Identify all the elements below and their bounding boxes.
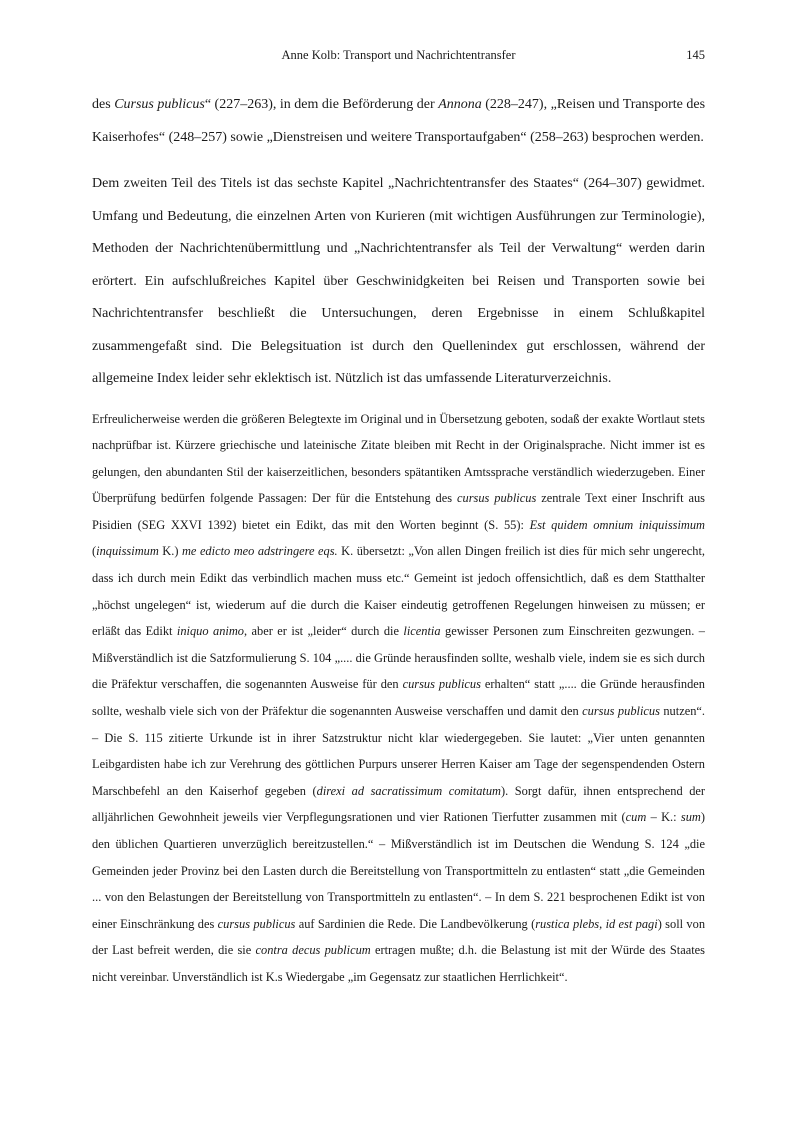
page-header — [92, 48, 705, 63]
page-number: 145 — [686, 48, 705, 62]
review-paragraph-2: Dem zweiten Teil des Titels ist das sechste Kapitel „Nachrichtentransfer des Staates“ (264–307) gewidmet. Umfang und Bedeutung, die einzelnen Arten von Kurieren (mit wichtigen Ausführungen zur Terminologie), Methoden der Nachrichtenübermittlung und „Nachrichtentransfer als Teil der Verwaltung“ werden darin erörtert. Ein aufschlußreiches Kapitel über Geschwinidgkeiten bei Reisen und Transporten sowie bei Nachrichtentransfer beschließt die Untersuchungen, deren Ergebnisse in einem Schlußkapitel zusammengefaßt sind. Die Belegsituation ist durch den Quellenindex gut erschlossen, während der allgemeine Index leider sehr eklektisch ist. Nützlich ist das umfassende Literaturverzeichnis. — [92, 176, 705, 386]
review-small-print: Erfreulicherweise werden die größeren Belegtexte im Original und in Übersetzung geboten, sodaß der exakte Wortlaut stets nachprüfbar ist. Kürzere griechische und lateinische Zitate bleiben mit Recht in der Originalsprache. Nicht immer ist es gelungen, den abundanten Stil der kaiserzeitlichen, besonders spätantiken Amtssprache verständlich wiederzugeben. Einer Überprüfung bedürfen folgende Passagen: Der für die Entstehung des cursus publicus zentrale Text einer Inschrift aus Pisidien (SEG XXVI 1392) bietet ein Edikt, das mit den Worten beginnt (S. 55): Est quidem omnium iniquissimum (inquissimum K.) me edicto meo adstringere eqs. K. übersetzt: „Von allen Dingen freilich ist dies für mich sehr ungerecht, dass ich durch mein Edikt das verbindlich machen muss etc.“ Gemeint ist jedoch offensichtlich, daß es dem Statthalter „höchst ungelegen“ ist, wiederum auf die durch die Kaiser eindeutig getroffenen Regelungen hinweisen zu müssen; er erläßt das Edikt iniquo animo, aber er ist „leider“ durch die licentia gewisser Personen zum Einschreiten gezwungen. – Mißverständlich ist die Satzformulierung S. 104 „.... die Gründe herausfinden sollte, weshalb viele, indem sie es sich durch die Präfektur verschaffen, die sogenannten Ausweise für den cursus publicus erhalten“ statt „.... die Gründe herausfinden sollte, weshalb viele sich von der Präfektur die sogenannten Ausweise verschaffen und damit den cursus publicus nutzen“. – Die S. 115 zitierte Urkunde ist in ihrer Satzstruktur nicht klar wiedergegeben. Sie lautet: „Vier unten genannten Leibgardisten habe ich zur Verehrung des göttlichen Purpurs unserer Herren Kaiser am Tage der segenspendenden Ostern Marschbefehl an den Kaiserhof gegeben (direxi ad sacratissimum comitatum). Sorgt dafür, ihnen entsprechend der alljährlichen Gewohnheit jeweils vier Verpflegungsrationen und vier Rationen Tierfutter zusammen mit (cum – K.: sum) den üblichen Quartieren unverzüglich bereitzustellen.“ – Mißverständlich ist im Deutschen die Wendung S. 124 „die Gemeinden jeder Provinz bei den Lasten durch die Bereitstellung von Transportmitteln zu entlasten“ statt „die Gemeinden ... von den Belastungen der Bereitstellung von Transportmitteln zu entlasten“. – In dem S. 221 besprochenen Edikt ist von einer Einschränkung des cursus publicus auf Sardinien die Rede. Die Landbevölkerung (rustica plebs, id est pagi) soll von der Last befreit werden, die sie contra decus publicum ertragen mußte; d.h. die Belastung ist mit der Würde des Staates nicht vereinbar. Unverständlich ist K.s Wiedergabe „im Gegensatz zur staatlichen Herrlichkeit“. — [92, 411, 706, 984]
review-paragraph-1: des Cursus publicus“ (227–263), in dem die Beförderung der Annona (228–247), „Reisen und Transporte des Kaiserhofes“ (248–257) sowie „Dienstreisen und weitere Transportaufgaben“ (258–263) besprochen werden. — [92, 97, 706, 145]
review-body — [92, 89, 705, 991]
running-head-title: Anne Kolb: Transport und Nachrichtentransfer — [281, 48, 516, 62]
